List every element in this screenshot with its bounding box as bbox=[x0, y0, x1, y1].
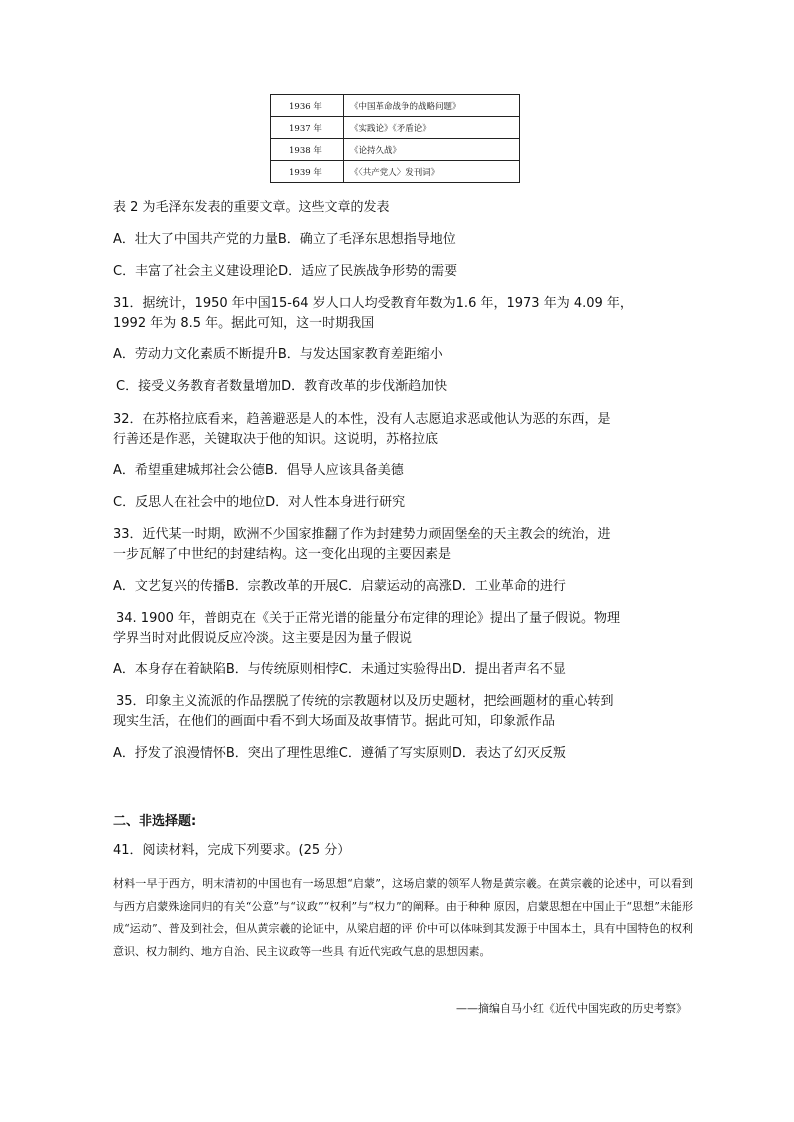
table-cell-year: 1938 年 bbox=[271, 139, 344, 161]
table-row bbox=[271, 117, 520, 139]
section-title: 二、非选择题: bbox=[113, 814, 197, 829]
q32-stem-line1: 32．在苏格拉底看来，趋善避恶是人的本性，没有人志愿追求恶或他认为恶的东西，是 bbox=[113, 412, 611, 427]
table-row bbox=[271, 161, 520, 183]
q33-stem-line2: 一步瓦解了中世纪的封建结构。这一变化出现的主要因素是 bbox=[113, 547, 452, 562]
table-cell-year: 1937 年 bbox=[271, 117, 344, 139]
q31-options-cd: C．接受义务教育者数量增加D．教育改革的步伐渐趋加快 bbox=[116, 379, 448, 394]
works-table bbox=[270, 94, 520, 183]
q30-options-ab: A．壮大了中国共产党的力量B．确立了毛泽东思想指导地位 bbox=[113, 232, 456, 247]
q34-options: A．本身存在着缺陷B．与传统原则相悖C．未通过实验得出D．提出者声名不显 bbox=[113, 662, 566, 677]
table-row bbox=[271, 139, 520, 161]
q33-options: A．文艺复兴的传播B．宗教改革的开展C．启蒙运动的高涨D．工业革命的进行 bbox=[113, 579, 566, 594]
q31-stem-line2: 1992 年为 8.5 年。据此可知，这一时期我国 bbox=[113, 316, 375, 331]
q31-options-ab: A．劳动力文化素质不断提升B．与发达国家教育差距缩小 bbox=[113, 347, 443, 362]
material-source: ——摘编自马小红《近代中国宪政的历史考察》 bbox=[456, 1002, 687, 1015]
q32-stem-line2: 行善还是作恶，关键取决于他的知识。这说明，苏格拉底 bbox=[113, 432, 439, 447]
q30-stem: 表 2 为毛泽东发表的重要文章。这些文章的发表 bbox=[113, 200, 390, 215]
q35-stem-line1: 35．印象主义流派的作品摆脱了传统的宗教题材以及历史题材，把绘画题材的重心转到 bbox=[116, 694, 614, 709]
q35-options: A．抒发了浪漫情怀B．突出了理性思维C．遵循了写实原则D．表达了幻灭反叛 bbox=[113, 746, 566, 761]
q41-stem: 41．阅读材料，完成下列要求。(25 分） bbox=[113, 843, 351, 858]
material-one: 材料一早于西方，明末清初的中国也有一场思想“启蒙”，这场启蒙的领军人物是黄宗羲。在黄宗羲的论述中，可以看到与西方启蒙殊途同归的有关“公意”与“议政”“权利”与“权力”的阐释。由于种种 原因，启蒙思想在中国止于“思想”未能形成“运动”、普及到社会，但从黄宗羲的论证中，从梁启超的评 价中可以体味到其发源于中国本土，具有中国特色的权利意识、权力制约、地方自治、民主议政等一些具 有近代宪政气息的思想因素。 bbox=[113, 877, 693, 958]
table-row bbox=[271, 95, 520, 117]
q32-options-cd: C．反思人在社会中的地位D．对人性本身进行研究 bbox=[113, 495, 406, 510]
q32-options-ab: A．希望重建城邦社会公德B．倡导人应该具备美德 bbox=[113, 463, 404, 478]
q33-stem-line1: 33．近代某一时期，欧洲不少国家推翻了作为封建势力顽固堡垒的天主教会的统治，进 bbox=[113, 527, 611, 542]
table-cell-title: 《实践论》《矛盾论》 bbox=[344, 117, 520, 139]
q34-stem-line1: 34. 1900 年，普朗克在《关于正常光谱的能量分布定律的理论》提出了量子假说。物理 bbox=[116, 611, 621, 626]
q30-options-cd: C．丰富了社会主义建设理论D．适应了民族战争形势的需要 bbox=[113, 264, 458, 279]
table-cell-title: 《〈共产党人〉发刊词》 bbox=[344, 161, 520, 183]
q35-stem-line2: 现实生活，在他们的画面中看不到大场面及故事情节。据此可知，印象派作品 bbox=[113, 714, 556, 729]
table-cell-year: 1936 年 bbox=[271, 95, 344, 117]
table-cell-title: 《中国革命战争的战略问题》 bbox=[344, 95, 520, 117]
table-cell-year: 1939 年 bbox=[271, 161, 344, 183]
q34-stem-line2: 学界当时对此假说反应冷淡。这主要是因为量子假说 bbox=[113, 631, 413, 646]
table-cell-title: 《论持久战》 bbox=[344, 139, 520, 161]
q31-stem-line1: 31．据统计，1950 年中国15-64 岁人口人均受教育年数为1.6 年，1973 年为 4.09 年， bbox=[113, 296, 633, 311]
